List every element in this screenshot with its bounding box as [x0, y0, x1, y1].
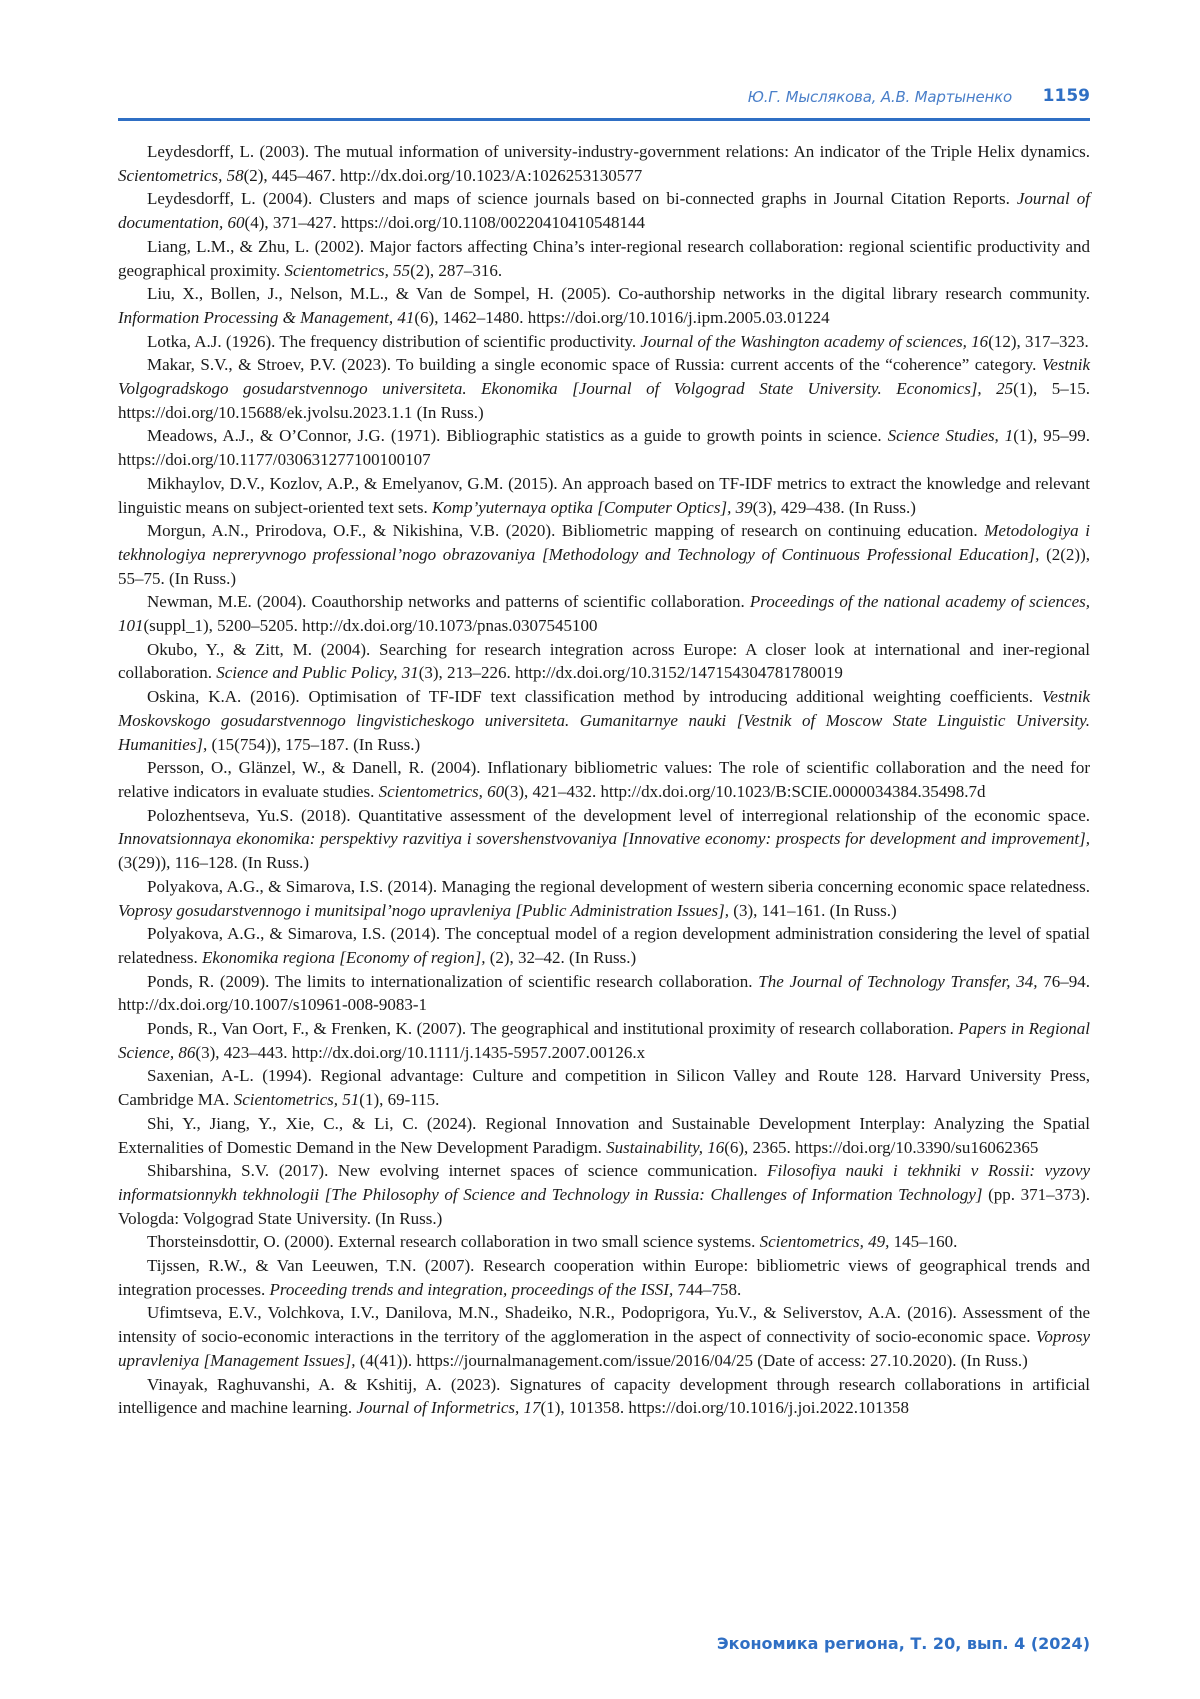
- reference-text: Persson, O., Glänzel, W., & Danell, R. (2004). Inflationary bibliometric values: The role of scientific collaboration and the need for relative indicators in evaluate studies.: [118, 758, 1090, 801]
- reference-text: Newman, M.E. (2004). Coauthorship networks and patterns of scientific collaboration.: [147, 592, 750, 612]
- reference-entry: [118, 590, 1090, 637]
- reference-text: Mikhaylov, D.V., Kozlov, A.P., & Emelyanov, G.M. (2015). An approach based on TF-IDF metrics to extract the knowledge and relevant linguistic means on subject-oriented text sets.: [118, 473, 1090, 517]
- reference-details: (1), 5–15. https://doi.org/10.15688/ek.jvolsu.2023.1.1 (In Russ.): [118, 379, 1090, 422]
- reference-entry: [118, 472, 1090, 519]
- reference-details: 145–160.: [889, 1232, 958, 1252]
- reference-entry: [118, 1064, 1090, 1111]
- reference-entry: [118, 970, 1090, 1017]
- reference-text: Ponds, R. (2009). The limits to internationalization of scientific research collaboration.: [147, 971, 759, 991]
- reference-source: Science and Public Policy, 31: [216, 663, 419, 683]
- reference-source: Sustainability, 16: [606, 1137, 725, 1157]
- reference-source: Voprosy gosudarstvennogo i munitsipal’nogo upravleniya [Public Administration Issues],: [118, 900, 730, 920]
- reference-text: Meadows, A.J., & O’Connor, J.G. (1971). Bibliographic statistics as a guide to growth points in science.: [147, 426, 888, 446]
- reference-details: (6), 1462–1480. https://doi.org/10.1016/j.ipm.2005.03.01224: [414, 307, 830, 327]
- reference-text: Polozhentseva, Yu.S. (2018). Quantitative assessment of the development level of interregional relationship of the economic space.: [147, 805, 1090, 825]
- reference-text: Thorsteinsdottir, O. (2000). External research collaboration in two small science systems.: [147, 1232, 760, 1252]
- reference-entry: [118, 187, 1090, 234]
- reference-text: Ponds, R., Van Oort, F., & Frenken, K. (2007). The geographical and institutional proximity of research collaboration.: [147, 1019, 959, 1039]
- reference-details: (2), 287–316.: [410, 260, 503, 280]
- reference-details: (4), 371–427. https://doi.org/10.1108/00220410410548144: [244, 213, 645, 233]
- reference-details: (12), 317–323.: [988, 331, 1089, 351]
- reference-source: The Journal of Technology Transfer, 34,: [758, 971, 1038, 991]
- reference-source: Scientometrics, 60: [378, 781, 505, 801]
- reference-text: Polyakova, A.G., & Simarova, I.S. (2014). Managing the regional development of western siberia concerning economic space relatedness.: [147, 876, 1090, 896]
- reference-details: (3(29)), 116–128. (In Russ.): [118, 853, 310, 873]
- reference-source: Journal of the Washington academy of sciences, 16: [640, 331, 989, 351]
- reference-source: Scientometrics, 49,: [759, 1232, 890, 1252]
- reference-details: (pp. 371–373). Vologda: Volgograd State University. (In Russ.): [118, 1184, 1090, 1228]
- reference-entry: [118, 282, 1090, 329]
- reference-text: Vinayak, Raghuvanshi, A. & Kshitij, A. (2023). Signatures of capacity development through research collaborations in artificial intelligence and machine learning.: [118, 1374, 1090, 1418]
- reference-text: Okubo, Y., & Zitt, M. (2004). Searching for research integration across Europe: A closer look at international and iner-regional collaboration.: [118, 639, 1090, 683]
- reference-source: Scientometrics, 58: [118, 165, 244, 185]
- reference-entry: [118, 1230, 1090, 1254]
- reference-entry: [118, 424, 1090, 471]
- reference-source: Proceedings of the national academy of sciences, 101: [118, 592, 1090, 636]
- reference-details: (15(754)), 175–187. (In Russ.): [207, 734, 421, 754]
- reference-text: Morgun, A.N., Prirodova, O.F., & Nikishina, V.B. (2020). Bibliometric mapping of research on continuing education.: [147, 521, 985, 541]
- reference-source: Journal of Informetrics, 17: [356, 1398, 541, 1418]
- reference-details: (3), 213–226. http://dx.doi.org/10.3152/147154304781780019: [418, 663, 843, 683]
- reference-details: (3), 429–438. (In Russ.): [752, 497, 916, 517]
- reference-details: (suppl_1), 5200–5205. http://dx.doi.org/10.1073/pnas.0307545100: [143, 616, 598, 636]
- reference-source: Metodologiya i tekhnologiya nepreryvnogo professional’nogo obrazovaniya [Methodology and Technology of Continuous Professional Education],: [118, 521, 1090, 564]
- reference-entry: [118, 1112, 1090, 1159]
- reference-text: Saxenian, A-L. (1994). Regional advantage: Culture and competition in Silicon Valley and Route 128. Harvard University Press, Cambridge MA.: [118, 1066, 1090, 1110]
- reference-list: [118, 140, 1090, 1420]
- reference-details: (4(41)). https://journalmanagement.com/issue/2016/04/25 (Date of access: 27.10.2020). (In Russ.): [355, 1350, 1028, 1370]
- reference-source: Journal of documentation, 60: [118, 189, 1090, 233]
- journal-footer: Экономика региона, Т. 20, вып. 4 (2024): [716, 1634, 1090, 1653]
- reference-details: (6), 2365. https://doi.org/10.3390/su16062365: [724, 1137, 1039, 1157]
- reference-source: Scientometrics, 51: [233, 1090, 360, 1110]
- reference-details: 76–94. http://dx.doi.org/10.1007/s10961-008-9083-1: [118, 971, 1090, 1015]
- reference-text: Oskina, K.A. (2016). Optimisation of TF-IDF text classification method by introducing additional weighting coefficients.: [147, 687, 1042, 707]
- reference-entry: [118, 638, 1090, 685]
- reference-entry: [118, 140, 1090, 187]
- reference-source: Voprosy upravleniya [Management Issues],: [118, 1327, 1090, 1370]
- reference-entry: [118, 235, 1090, 282]
- page-number: 1159: [1042, 86, 1090, 106]
- reference-entry: [118, 1254, 1090, 1301]
- reference-details: (1), 101358. https://doi.org/10.1016/j.joi.2022.101358: [540, 1398, 910, 1418]
- reference-details: (2), 32–42. (In Russ.): [485, 947, 637, 967]
- reference-source: Scientometrics, 55: [284, 260, 411, 280]
- reference-text: Lotka, A.J. (1926). The frequency distribution of scientific productivity.: [147, 331, 641, 351]
- reference-source: Filosofiya nauki i tekhniki v Rossii: vyzovy informatsionnykh tekhnologii [The Philosophy of Science and Technology in Russia: Challenges of Information Technology]: [118, 1161, 1090, 1204]
- reference-entry: [118, 756, 1090, 803]
- reference-details: 744–758.: [673, 1279, 742, 1299]
- reference-entry: [118, 685, 1090, 756]
- reference-text: Leydesdorff, L. (2003). The mutual information of university-industry-government relations: An indicator of the Triple Helix dynamics.: [147, 142, 1090, 161]
- reference-entry: [118, 1159, 1090, 1230]
- reference-text: Ufimtseva, E.V., Volchkova, I.V., Danilova, M.N., Shadeiko, N.R., Podoprigora, Yu.V., & Seliverstov, A.A. (2016). Assessment of the intensity of socio-economic interactions in the territory of the agglomeration in the aspect of connectivity of socio-economic space.: [118, 1303, 1090, 1347]
- reference-text: Polyakova, A.G., & Simarova, I.S. (2014). The conceptual model of a region development administration considering the level of spatial relatedness.: [118, 924, 1090, 967]
- reference-text: Shi, Y., Jiang, Y., Xie, C., & Li, C. (2024). Regional Innovation and Sustainable Development Interplay: Analyzing the Spatial Externalities of Domestic Demand in the New Development Paradigm.: [118, 1113, 1090, 1157]
- reference-details: (1), 95–99. https://doi.org/10.1177/030631277100100107: [118, 426, 1091, 470]
- reference-source: Science Studies, 1: [887, 426, 1014, 446]
- reference-entry: [118, 1301, 1090, 1372]
- reference-source: Ekonomika regiona [Economy of region],: [202, 947, 486, 967]
- reference-entry: [118, 1373, 1090, 1420]
- reference-source: Komp’yuternaya optika [Computer Optics], 39: [431, 497, 753, 517]
- reference-source: Vestnik Moskovskogo gosudarstvennogo lingvisticheskogo universiteta. Gumanitarnye nauki [Vestnik of Moscow State Linguistic University. Humanities],: [118, 687, 1090, 754]
- reference-entry: [118, 875, 1090, 922]
- reference-details: (3), 423–443. http://dx.doi.org/10.1111/j.1435-5957.2007.00126.x: [195, 1042, 646, 1062]
- reference-source: Papers in Regional Science, 86: [118, 1019, 1091, 1062]
- reference-entry: [118, 330, 1090, 354]
- reference-entry: [118, 353, 1090, 424]
- reference-source: Innovatsionnaya ekonomika: perspektivy razvitiya i sovershenstvovaniya [Innovative economy: prospects for development and improvement],: [118, 829, 1090, 849]
- reference-details: (2), 445–467. http://dx.doi.org/10.1023/A:1026253130577: [243, 165, 643, 185]
- reference-source: Proceeding trends and integration, proceedings of the ISSI,: [269, 1279, 674, 1299]
- reference-text: Liang, L.M., & Zhu, L. (2002). Major factors affecting China’s inter-regional research collaboration: regional scientific productivity and geographical proximity.: [118, 236, 1090, 280]
- reference-text: Tijssen, R.W., & Van Leeuwen, T.N. (2007). Research cooperation within Europe: bibliometric views of geographical trends and integration processes.: [118, 1256, 1090, 1299]
- reference-text: Liu, X., Bollen, J., Nelson, M.L., & Van de Sompel, H. (2005). Co-authorship networks in the digital library research community.: [147, 284, 1090, 304]
- reference-details: (3), 141–161. (In Russ.): [729, 900, 897, 920]
- reference-details: (2(2)), 55–75. (In Russ.): [118, 544, 1090, 588]
- reference-text: Shibarshina, S.V. (2017). New evolving internet spaces of science communication.: [147, 1161, 768, 1181]
- reference-details: (1), 69-115.: [359, 1090, 440, 1110]
- reference-text: Leydesdorff, L. (2004). Clusters and maps of science journals based on bi-connected graphs in Journal Citation Reports.: [147, 189, 1017, 209]
- running-header: [118, 86, 1090, 121]
- reference-entry: [118, 1017, 1090, 1064]
- header-authors: Ю.Г. Мыслякова, А.В. Мартыненко: [747, 88, 1012, 106]
- reference-source: Information Processing & Management, 41: [118, 307, 415, 327]
- reference-entry: [118, 922, 1090, 969]
- reference-source: Vestnik Volgogradskogo gosudarstvennogo universiteta. Ekonomika [Journal of Volgograd State University. Economics], 25: [118, 355, 1090, 399]
- reference-text: Makar, S.V., & Stroev, P.V. (2023). To building a single economic space of Russia: current accents of the “coherence” category.: [147, 355, 1042, 375]
- reference-details: (3), 421–432. http://dx.doi.org/10.1023/B:SCIE.0000034384.35498.7d: [504, 781, 986, 801]
- reference-entry: [118, 804, 1090, 875]
- reference-entry: [118, 519, 1090, 590]
